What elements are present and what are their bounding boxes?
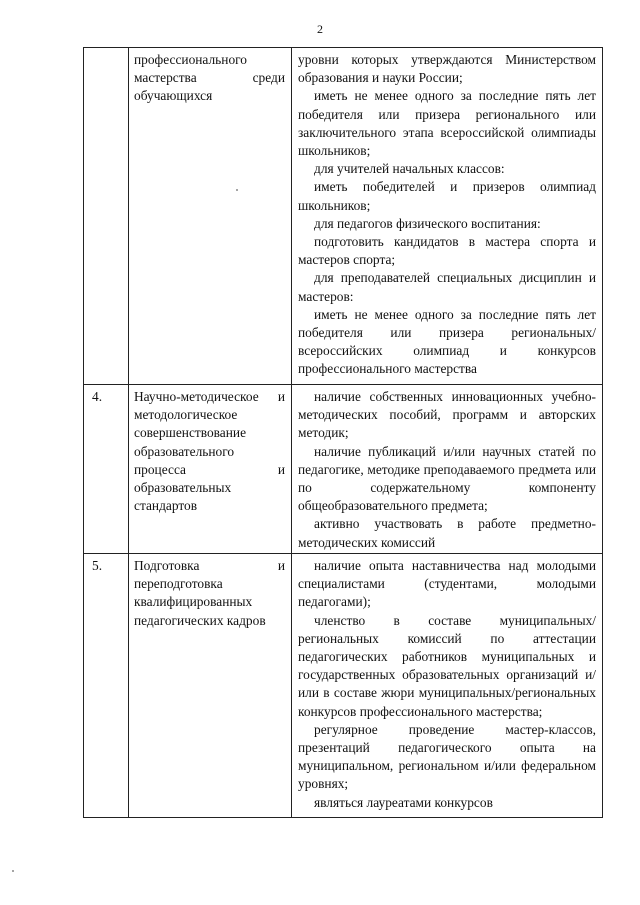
description-paragraph: иметь не менее одного за последние пять лет победителя или призера региональных/всероссийских олимпиад и конкурсов профессионального мастерства [298, 306, 596, 377]
description-cell [292, 554, 603, 818]
criterion-text: Подготовка и переподготовка квалифицированных педагогических кадров [134, 558, 285, 628]
criterion-text: профессионального мастерства среди обучающихся [134, 52, 285, 104]
criteria-table [83, 47, 603, 818]
description-paragraph: активно участвовать в работе предметно-методических комиссий [298, 516, 596, 550]
description-paragraph: для преподавателей специальных дисциплин и мастеров: [298, 270, 596, 304]
description-paragraph: являться лауреатами конкурсов [314, 794, 493, 810]
description-paragraph: наличие публикаций и/или научных статей по педагогике, методике преподаваемого предмета или по содержательному компоненту общеобразовательного предмета; [298, 443, 596, 514]
criterion-cell [129, 554, 292, 818]
row-number-cell [84, 385, 129, 554]
description-paragraph: для педагогов физического воспитания: [314, 215, 541, 231]
description-paragraph: наличие собственных инновационных учебно-методических пособий, программ и авторских методик; [298, 389, 596, 441]
description-paragraph: членство в составе муниципальных/ региональных комиссий по аттестации педагогических работников муниципальных и государственных образовательных организаций и/или в составе жюри муниципальных/региональных конкурсов профессионального мастерства; [298, 612, 596, 719]
row-number [92, 48, 128, 51]
description-paragraph: подготовить кандидатов в мастера спорта и мастеров спорта; [298, 234, 596, 268]
row-number-cell [84, 554, 129, 818]
description-paragraph: регулярное проведение мастер-классов, презентаций педагогического опыта на муниципальном, региональном и/или федеральном уровнях; [298, 721, 596, 792]
row-number-cell [84, 48, 129, 385]
scan-speck [12, 870, 14, 872]
table-row [84, 385, 603, 554]
description-paragraph: уровни которых утверждаются Министерством образования и науки России; [298, 52, 596, 86]
row-number: 4. [92, 389, 103, 404]
criterion-text: Научно-методическое и методологическое совершенствование образовательного процесса и образовательных стандартов [134, 389, 285, 514]
table-row [84, 554, 603, 818]
description-paragraph: иметь победителей и призеров олимпиад школьников; [298, 179, 596, 213]
page-number: 2 [317, 22, 323, 36]
description-paragraph: для учителей начальных классов: [314, 161, 505, 177]
table-row [84, 48, 603, 385]
description-cell [292, 48, 603, 385]
criterion-cell [129, 48, 292, 385]
description-paragraph: иметь не менее одного за последние пять лет победителя или призера регионального или заключительного этапа всероссийской олимпиады школьников; [298, 88, 596, 159]
scan-speck [236, 189, 238, 191]
criterion-cell [129, 385, 292, 554]
description-cell [292, 385, 603, 554]
row-number: 5. [92, 558, 103, 573]
description-paragraph: наличие опыта наставничества над молодыми специалистами (студентами, молодыми педагогами); [298, 558, 596, 610]
